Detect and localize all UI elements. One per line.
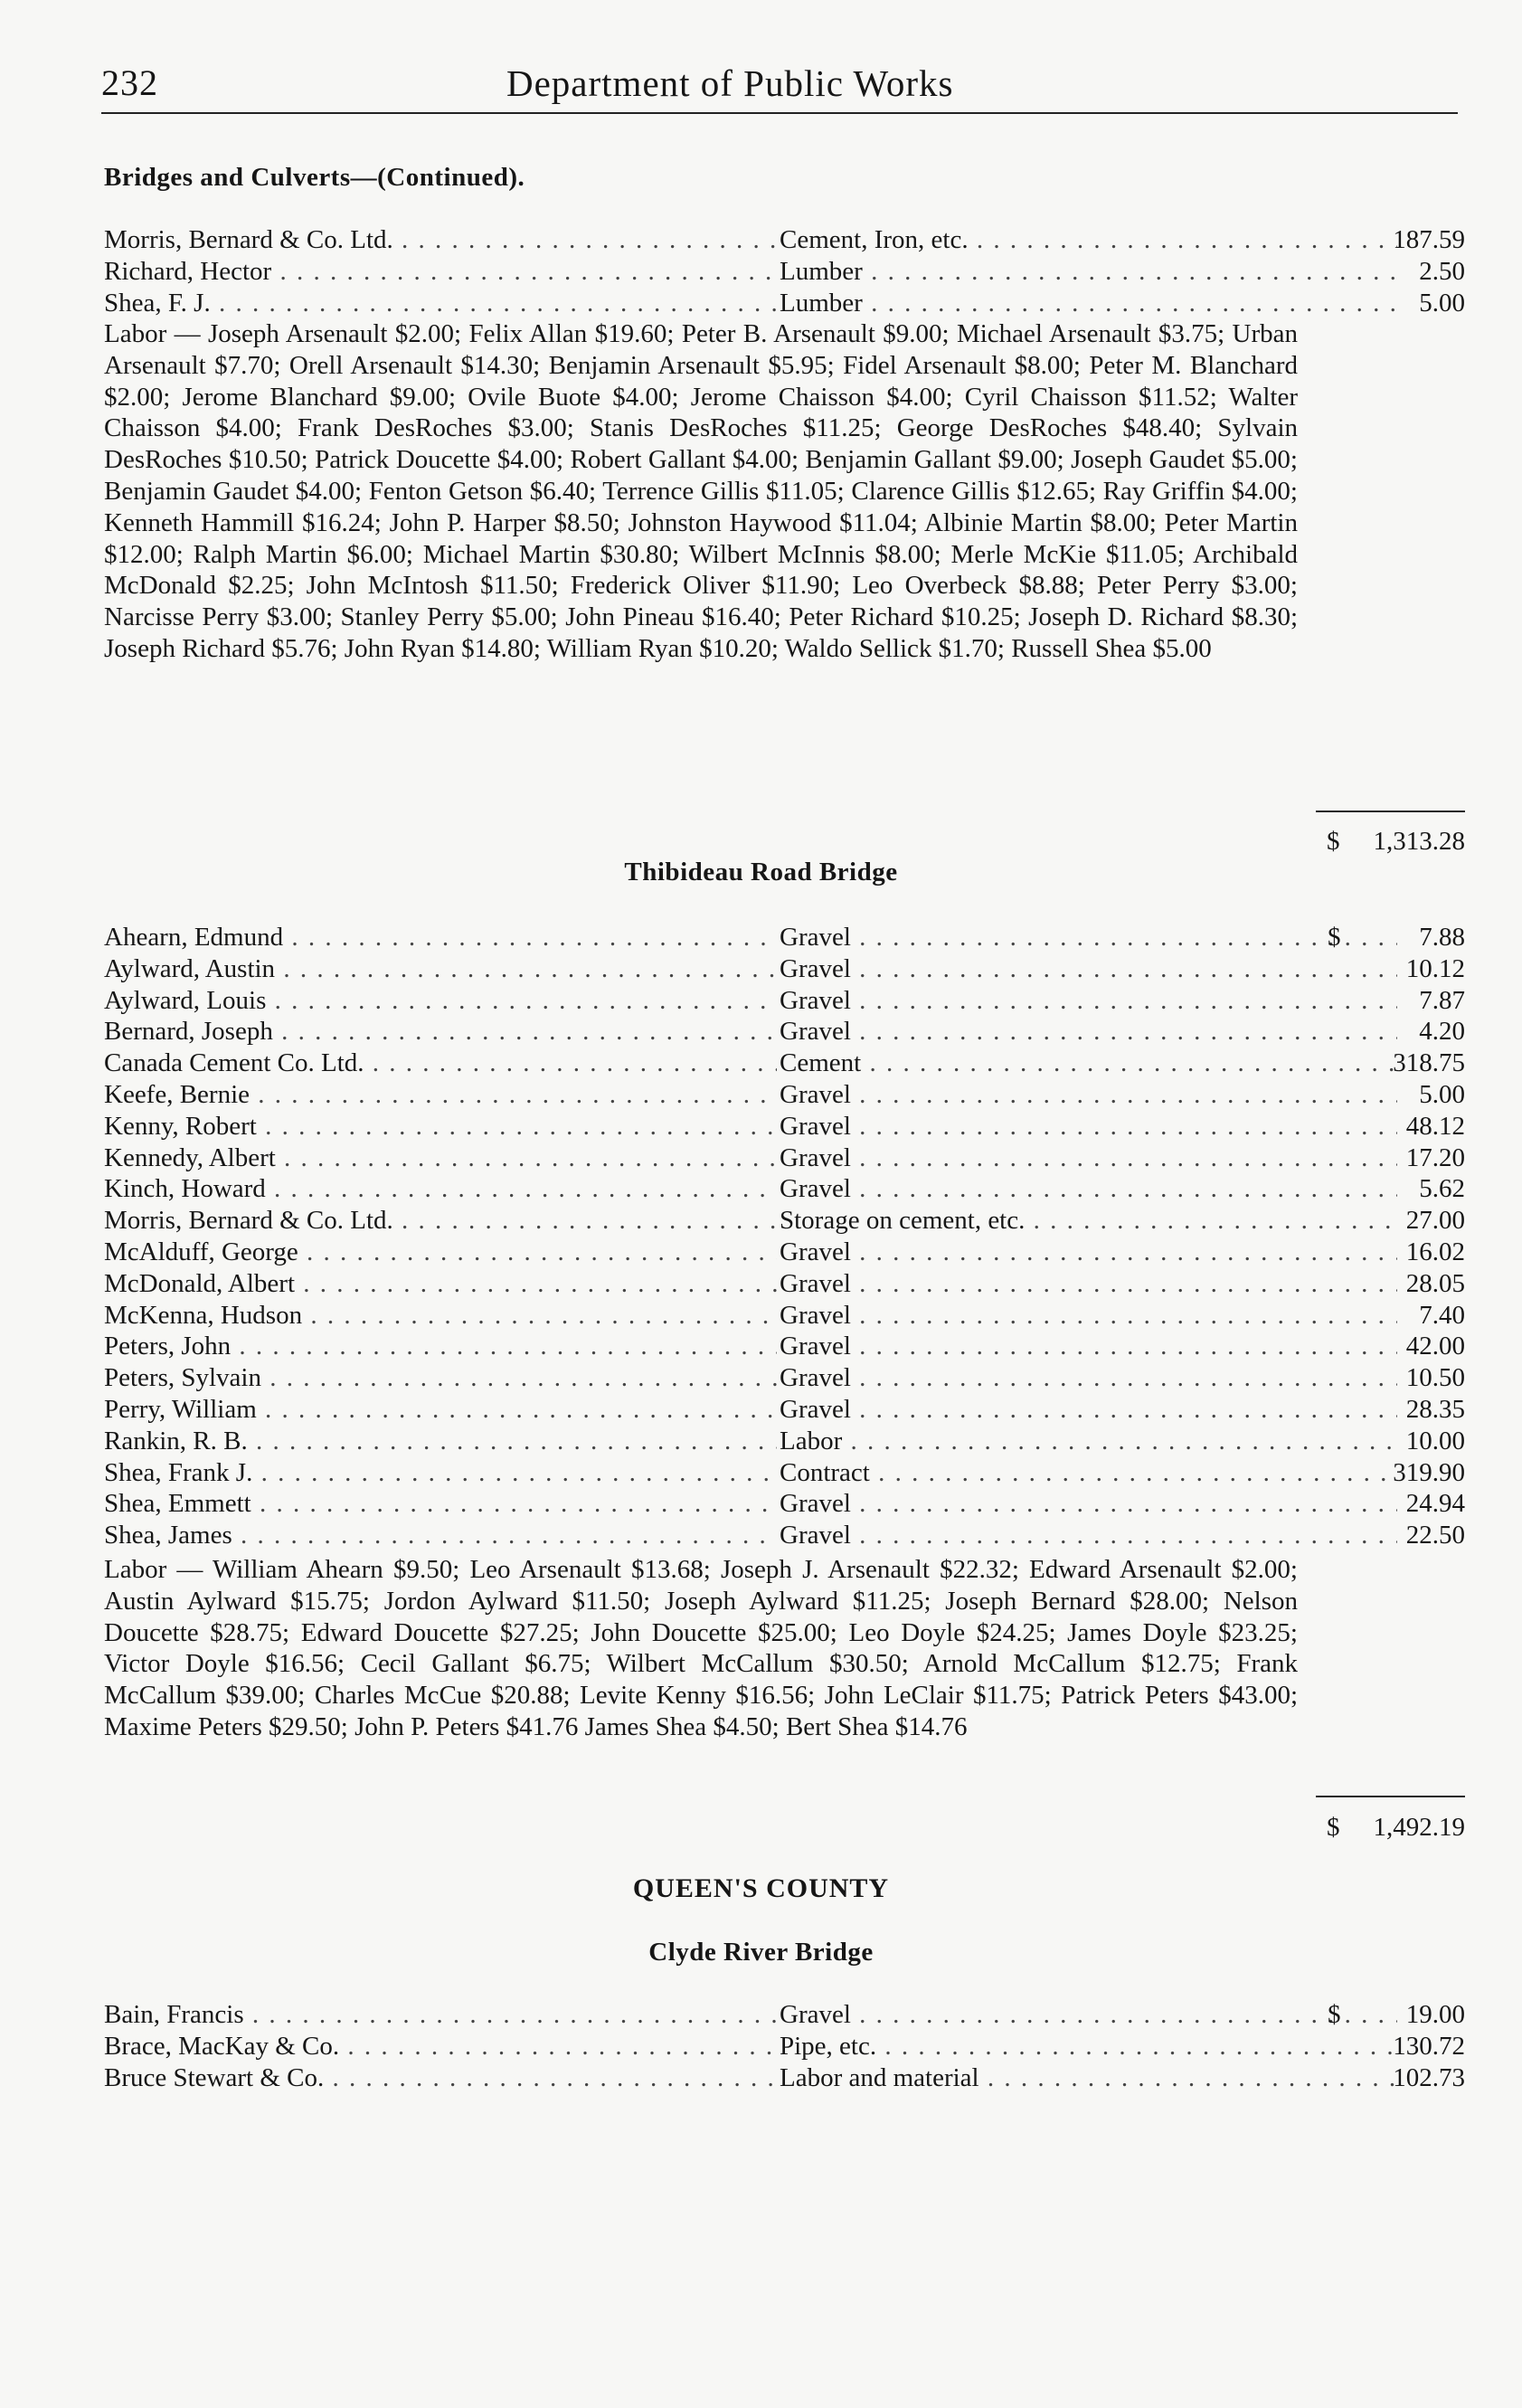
amount: 7.40 [1419,1300,1465,1330]
ledger-row [104,1457,1465,1489]
thibideau-road-bridge-heading: Thibideau Road Bridge [624,858,898,886]
block1-total-amount: 1,313.28 [1373,827,1465,856]
item-description: Gravel . . . [780,1111,1397,1142]
payee-name: Aylward, Austin . . . [104,953,777,985]
item-description: Contract . . . [780,1457,1397,1489]
item-description: Gravel . . . [780,953,1397,985]
ledger-row [104,1237,1465,1268]
amount: 19.00 [1405,2000,1465,2029]
ledger-row [104,1268,1465,1300]
payee-name: Kinch, Howard . . . [104,1173,777,1205]
amount: 130.72 [1393,2031,1465,2061]
amount: 318.75 [1393,1048,1465,1078]
item-description: Gravel . . . [780,1488,1397,1520]
item-description: Gravel . . . [780,1079,1397,1111]
item-description: Gravel . . . [780,922,1397,953]
ledger-row [104,224,1465,256]
amount: 42.00 [1405,1332,1465,1361]
item-description: Labor . . . [780,1426,1397,1457]
payee-name: Peters, Sylvain . . . [104,1362,777,1394]
block1-entries [104,224,1465,318]
payee-name: Bruce Stewart & Co. . . . [104,2062,777,2094]
item-description: Gravel . . . [780,1520,1397,1551]
ledger-row [104,1488,1465,1520]
item-description: Gravel . . . [780,1016,1397,1048]
amount: 17.20 [1405,1142,1465,1172]
payee-name: Bain, Francis . . . [104,1999,777,2031]
payee-name: Kennedy, Albert . . . [104,1142,777,1174]
header-rule [101,112,1458,114]
block2-total-currency: $ [1327,1813,1340,1842]
item-description: Cement . . . [780,1048,1397,1079]
amount: 24.94 [1405,1489,1465,1519]
ledger-row [104,1999,1465,2031]
amount: 10.12 [1405,953,1465,983]
payee-name: Peters, John . . . [104,1331,777,1362]
ledger-row [104,1016,1465,1048]
block3-entries [104,1999,1465,2093]
amount: 16.02 [1405,1237,1465,1266]
amount: 10.50 [1405,1363,1465,1393]
amount: 28.05 [1405,1268,1465,1298]
payee-name: Perry, William . . . [104,1394,777,1426]
block2-total-rule [1316,1796,1465,1797]
payee-name: Canada Cement Co. Ltd. . . . [104,1048,777,1079]
payee-name: Ahearn, Edmund . . . [104,922,777,953]
item-description: Pipe, etc. . . . [780,2031,1397,2062]
ledger-row [104,1426,1465,1457]
ledger-row [104,1173,1465,1205]
item-description: Lumber . . . [780,288,1397,319]
amount: 4.20 [1419,1017,1465,1047]
block1-total-rule [1316,811,1465,812]
payee-name: Rankin, R. B. . . . [104,1426,777,1457]
item-description: Gravel . . . [780,1331,1397,1362]
payee-name: Shea, F. J. . . . [104,288,777,319]
payee-name: Richard, Hector . . . [104,256,777,288]
amount: 319.90 [1393,1457,1465,1487]
amount: 7.88 [1419,923,1465,952]
item-description: Gravel . . . [780,1394,1397,1426]
amount: 7.87 [1419,985,1465,1015]
item-description: Gravel . . . [780,1362,1397,1394]
section-heading-continued: Bridges and Culverts—(Continued). [104,163,525,192]
ledger-row [104,288,1465,319]
item-description: Gravel . . . [780,1999,1397,2031]
ledger-row [104,256,1465,288]
ledger-row [104,922,1465,953]
item-description: Gravel . . . [780,1142,1397,1174]
currency-symbol: $ [1328,923,1341,952]
item-description: Gravel . . . [780,1268,1397,1300]
clyde-river-bridge-heading: Clyde River Bridge [648,1938,874,1967]
payee-name: Brace, MacKay & Co. . . . [104,2031,777,2062]
block2-labor-paragraph: Labor — William Ahearn $9.50; Leo Arsenault $13.68; Joseph J. Arsenault $22.32; Edward Arsenault $2.00; Austin Aylward $15.75; Jordon Aylward $11.50; Joseph Aylward $11.25; Joseph Bernard $28.00; Nelson Doucette $28.75; Edward Doucette $27.25; John Doucette $25.00; Leo Doyle $24.25; James Doyle $23.25; Victor Doyle $16.56; Cecil Gallant $6.75; Wilbert McCallum $30.50; Arnold McCallum $12.75; Frank McCallum $39.00; Charles McCue $20.88; Levite Kenny $16.56; John LeClair $11.75; Patrick Peters $43.00; Maxime Peters $29.50; John P. Peters $41.76 James Shea $4.50; Bert Shea $14.76 [104,1555,1298,1741]
amount: 22.50 [1405,1521,1465,1550]
amount: 27.00 [1405,1206,1465,1236]
amount: 48.12 [1405,1111,1465,1141]
ledger-row [104,2031,1465,2062]
payee-name: Shea, Emmett . . . [104,1488,777,1520]
ledger-row [104,1111,1465,1142]
ledger-row [104,1300,1465,1332]
item-description: Gravel . . . [780,985,1397,1017]
payee-name: Keefe, Bernie . . . [104,1079,777,1111]
ledger-row [104,1142,1465,1174]
ledger-row [104,1331,1465,1362]
queens-county-heading: QUEEN'S COUNTY [632,1873,890,1903]
ledger-row [104,2062,1465,2094]
ledger-row [104,953,1465,985]
ledger-row [104,1048,1465,1079]
block2-total-amount: 1,492.19 [1373,1813,1465,1842]
block1-labor-paragraph: Labor — Joseph Arsenault $2.00; Felix Allan $19.60; Peter B. Arsenault $9.00; Michael Arsenault $3.75; Urban Arsenault $7.70; Orell Arsenault $14.30; Benjamin Arsenault $5.95; Fidel Arsenault $8.00; Peter M. Blanchard $2.00; Jerome Blanchard $9.00; Ovile Buote $4.00; Jerome Chaisson $4.00; Cyril Chaisson $11.52; Walter Chaisson $4.00; Frank DesRoches $3.00; Stanis DesRoches $11.25; George DesRoches $48.40; Sylvain DesRoches $10.50; Patrick Doucette $4.00; Robert Gallant $4.00; Benjamin Gallant $9.00; Joseph Gaudet $5.00; Benjamin Gaudet $4.00; Fenton Getson $6.40; Terrence Gillis $11.05; Clarence Gillis $12.65; Ray Griffin $4.00; Kenneth Hammill $16.24; John P. Harper $8.50; Johnston Haywood $11.04; Albinie Martin $8.00; Peter Martin $12.00; Ralph Martin $6.00; Michael Martin $30.80; Wilbert McInnis $8.00; Merle McKie $11.05; Archibald McDonald $2.25; John McIntosh $11.50; Frederick Oliver $11.90; Leo Overbeck $8.88; Peter Perry $3.00; Narcisse Perry $3.00; Stanley Perry $5.00; John Pineau $16.40; Peter Richard $10.25; Joseph D. Richard $8.30; Joseph Richard $5.76; John Ryan $14.80; William Ryan $10.20; Waldo Sellick $1.70; Russell Shea $5.00 [104,319,1298,663]
payee-name: Morris, Bernard & Co. Ltd. . . . [104,1205,777,1237]
payee-name: Bernard, Joseph . . . [104,1016,777,1048]
block1-total-currency: $ [1327,827,1340,856]
amount: 28.35 [1405,1394,1465,1424]
payee-name: McAlduff, George . . . [104,1237,777,1268]
ledger-row [104,1520,1465,1551]
ledger-row [104,985,1465,1017]
item-description: Labor and material . . . [780,2062,1397,2094]
payee-name: McKenna, Hudson . . . [104,1300,777,1332]
item-description: Gravel . . . [780,1173,1397,1205]
currency-symbol: $ [1328,2000,1341,2029]
ledger-row [104,1394,1465,1426]
amount: 10.00 [1405,1426,1465,1455]
item-description: Storage on cement, etc. . . . [780,1205,1397,1237]
amount: 5.62 [1419,1174,1465,1204]
amount: 5.00 [1419,1079,1465,1109]
payee-name: Morris, Bernard & Co. Ltd. . . . [104,224,777,256]
amount: 187.59 [1393,225,1465,254]
running-head [101,62,1458,116]
amount: 2.50 [1419,256,1465,286]
item-description: Cement, Iron, etc. . . . [780,224,1397,256]
amount: 5.00 [1419,288,1465,318]
payee-name: McDonald, Albert . . . [104,1268,777,1300]
page-title: Department of Public Works [506,62,954,104]
item-description: Lumber . . . [780,256,1397,288]
ledger-row [104,1205,1465,1237]
payee-name: Aylward, Louis . . . [104,985,777,1017]
payee-name: Shea, James . . . [104,1520,777,1551]
ledger-row [104,1362,1465,1394]
item-description: Gravel . . . [780,1300,1397,1332]
page-number: 232 [101,62,158,103]
ledger-row [104,1079,1465,1111]
item-description: Gravel . . . [780,1237,1397,1268]
block2-entries [104,922,1465,1551]
payee-name: Shea, Frank J. . . . [104,1457,777,1489]
payee-name: Kenny, Robert . . . [104,1111,777,1142]
amount: 102.73 [1393,2062,1465,2092]
